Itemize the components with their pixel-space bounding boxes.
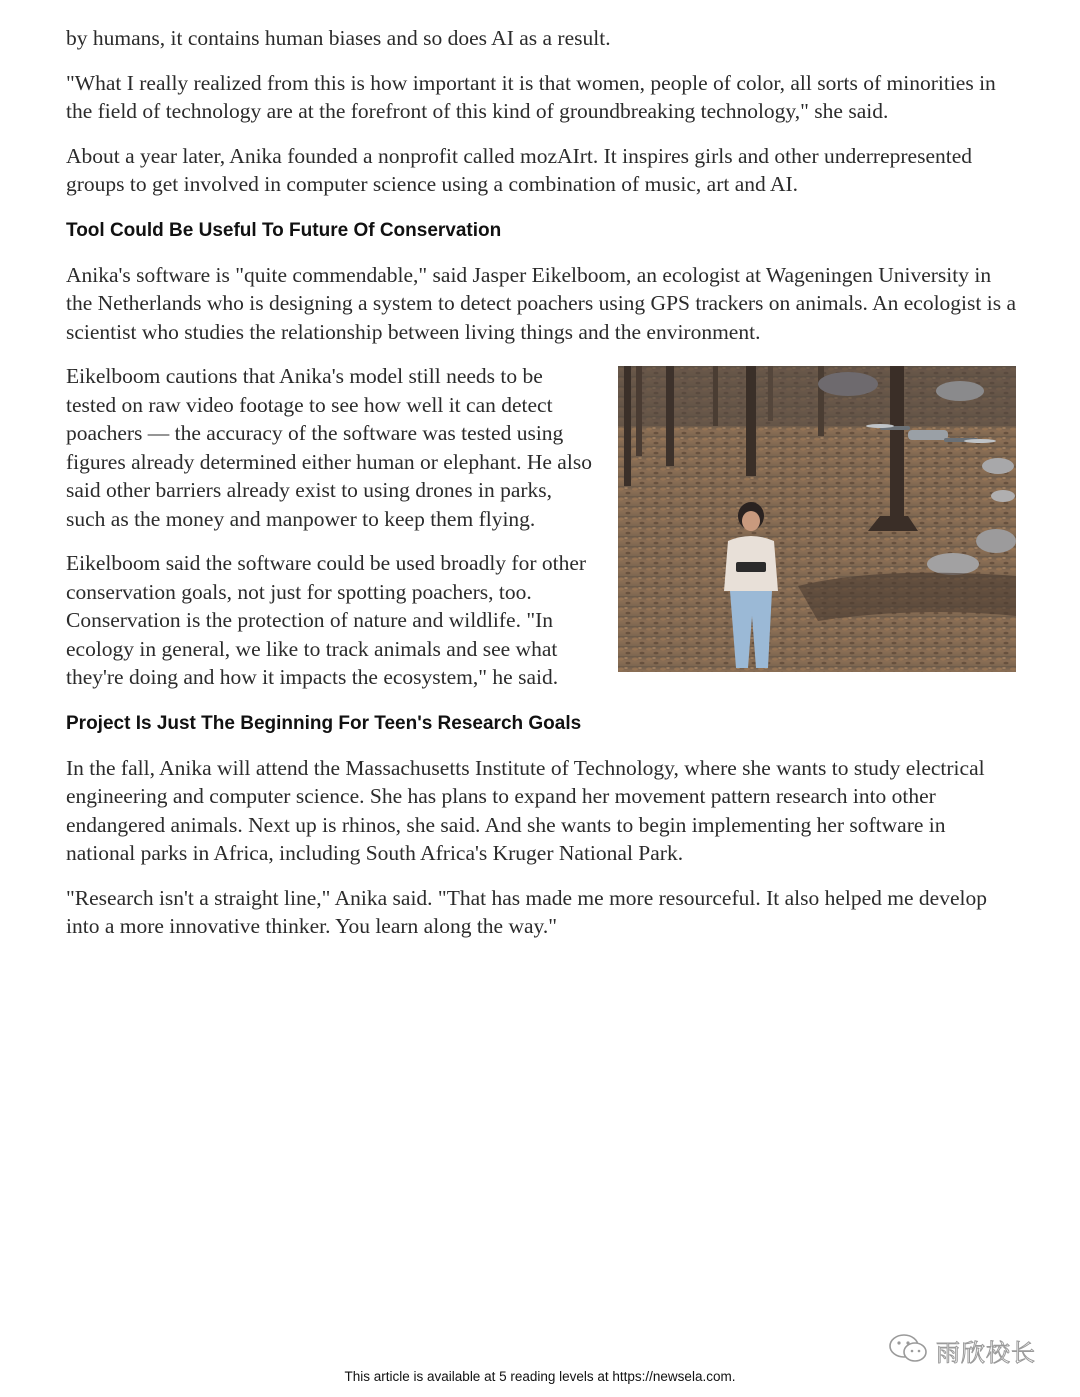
paragraph-mozairt: About a year later, Anika founded a nonprofit called mozAIrt. It inspires girls and other underrepresented groups to get involved in computer science using a combination of music, art and AI.: [66, 143, 973, 196]
paragraph-jasper: Anika's software is "quite commendable," said Jasper Eikelboom, an ecologist at Wageningen University in the Netherlands who is designing a system to detect poachers using GPS trackers on animals. An ecologist is a scientist who studies the relationship between living things and the environment.: [66, 262, 1016, 344]
heading-conservation: Tool Could Be Useful To Future Of Conservation: [66, 219, 502, 241]
paragraph-ai-biases: by humans, it contains human biases and so does AI as a result.: [66, 26, 611, 50]
watermark-text: 雨欣校长: [936, 1338, 1036, 1367]
footer-availability: This article is available at 5 reading levels at https://newsela.com.: [344, 1369, 736, 1384]
text-with-photo: [66, 362, 1016, 692]
article-body: [66, 24, 1016, 957]
heading-project: Project Is Just The Beginning For Teen's Research Goals: [66, 712, 582, 734]
paragraph-cautions: Eikelboom cautions that Anika's model still needs to be tested on raw video footage to see how well it can detect poachers — the accuracy of the software was tested using figures already determined either human or elephant. He also said other barriers already exist to using drones in parks, such as the money and manpower to keep them flying.: [66, 364, 592, 531]
paragraph-broadly: Eikelboom said the software could be used broadly for other conservation goals, not just for spotting poachers, too. Conservation is the protection of nature and wildlife. "In ecology in general, we like to track animals and see what they're doing and how it impacts the ecosystem," he said.: [66, 551, 587, 689]
paragraph-research-line: "Research isn't a straight line," Anika said. "That has made me more resourceful. It also helped me develop into a more innovative thinker. You learn along the way.": [66, 885, 987, 938]
photo-girl-flying-drone: [618, 366, 1016, 672]
paragraph-quote-minorities: "What I really realized from this is how important it is that women, people of color, all sorts of minorities in the field of technology are at the forefront of this kind of groundbreaking technology," she said.: [66, 70, 996, 123]
wechat-icon: [888, 1332, 930, 1369]
paragraph-mit: In the fall, Anika will attend the Massachusetts Institute of Technology, where she wants to study electrical engineering and computer science. She has plans to expand her movement pattern research into other endangered animals. Next up is rhinos, she said. And she wants to begin implementing her software in national parks in Africa, including South Africa's Kruger National Park.: [66, 755, 985, 865]
watermark: [888, 1330, 1058, 1370]
